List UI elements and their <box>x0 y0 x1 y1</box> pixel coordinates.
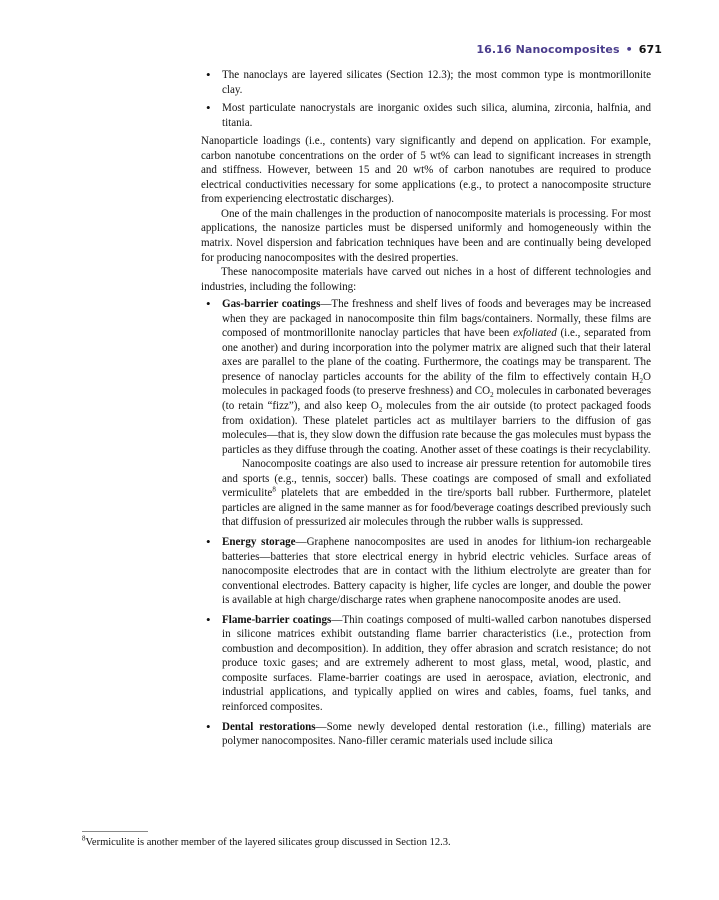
flame-barrier-text: Thin coatings composed of multi-walled carbon nanotubes dispersed in silicone matrices exhibit outstanding flame barrier characteristics (i.e., protection from combustion and decomposition). In addition, they offer abrasion and scratch resistance; do not produce toxic gases; and are extremely adherent to most glass, metal, wood, plastic, and composite surfaces. Flame-barrier coatings are used in aerospace, aviation, electronic, and industrial applications, and typically applied on wires and cables, foams, fuel tanks, and reinforced composites. <box>222 613 651 713</box>
intro-bullet-list <box>201 68 651 130</box>
term-energy-storage: Energy storage <box>222 535 296 548</box>
em-dash: — <box>331 613 343 626</box>
applications-list <box>201 297 651 748</box>
list-item-flame-barrier <box>201 613 651 715</box>
subscript: 2 <box>639 377 644 386</box>
list-item-dental <box>201 720 651 749</box>
term-gas-barrier: Gas-barrier coatings <box>222 298 321 311</box>
term-flame-barrier: Flame-barrier coatings <box>222 613 332 626</box>
footnote-marker: 8 <box>82 834 86 843</box>
header-separator: • <box>625 43 633 56</box>
gas-barrier-text: molecules from the air outside (to protect packaged foods from oxidation). These platelet particles act as multilayer barriers to the diffusion of gas molecules—that is, they slow down the diffusion rate because the gas molecules must bypass the particles as they diffuse through the coating. Another asset of these coatings is their recyclability. <box>222 400 651 456</box>
footnote-text: Vermiculite is another member of the layered silicates group discussed in Section 12.3. <box>85 837 451 848</box>
term-dental-restorations: Dental restorations <box>222 720 316 733</box>
tire-coatings-text: platelets that are embedded in the tire/sports ball rubber. Furthermore, platelet particles are aligned in the same manner as for food/beverage coatings described previously such that diffusion of pressurized air molecules through the rubber walls is suppressed. <box>222 487 651 529</box>
energy-storage-text: Graphene nanocomposites are used in anodes for lithium-ion rechargeable batteries—batteries that store electrical energy in hybrid electric vehicles. Surface areas of nanocomposite electrodes that are in contact with the lithium electrolyte are greater than for conventional electrodes. Battery capacity is higher, life cycles are longer, and double the power is available at high charge/discharge rates when graphene nanocomposite anodes are used. <box>222 535 651 607</box>
footnote-divider <box>82 831 148 832</box>
paragraph-loadings: Nanoparticle loadings (i.e., contents) vary significantly and depend on application. For example, carbon nanotube concentrations on the order of 5 wt% can lead to significant increases in strength and stiffness. However, between 15 and 20 wt% of carbon nanotubes are required to produce electrical conductivities necessary for some applications (e.g., to protect a nanocomposite structure from experiencing electrostatic discharges). <box>201 135 651 206</box>
italic-term: exfoliated <box>513 327 557 340</box>
gas-barrier-text: (i.e., separated from one another) and during incorporation into the polymer matrix are aligned such that their lateral axes are parallel to the plane of the coating. Furthermore, the coatings may be transparent. The presence of nanoclay particles accounts for the ability of the film to effectively contain <box>222 327 652 383</box>
formula-h2o: H <box>631 370 640 383</box>
paragraph-processing: One of the main challenges in the production of nanocomposite materials is processing. For most applications, the nanosize particles must be dispersed uniformly and homogeneously within the matrix. Novel dispersion and fabrication techniques have been and are continually being developed for producing nanocomposites with the desired properties. <box>201 207 651 264</box>
em-dash: — <box>295 535 307 548</box>
running-head <box>476 43 662 56</box>
gas-barrier-text: molecules in carbonated beverages (to retain “fizz”), and also keep O <box>222 385 651 413</box>
list-item-gas-barrier <box>201 297 651 530</box>
list-item: • The nanoclays are layered silicates (Section 12.3); the most common type is montmorillonite clay. <box>201 68 651 97</box>
list-item-energy-storage <box>201 535 651 608</box>
dental-text: Some newly developed dental restoration (i.e., filling) materials are polymer nanocomposites. Nano-filler ceramic materials used include silica <box>222 720 651 748</box>
tire-coatings-text: Nanocomposite coatings are also used to increase air pressure retention for automobile tires and sports (e.g., tennis, soccer) balls. These coatings are composed of small and exfoliated vermiculite <box>222 458 651 500</box>
section-title: 16.16 Nanocomposites <box>476 43 620 56</box>
list-item: • Most particulate nanocrystals are inorganic oxides such silica, alumina, zirconia, halfnia, and titania. <box>201 101 651 130</box>
gas-barrier-text: The freshness and shelf lives of foods and beverages may be increased when they are packaged in nanocomposite thin film bags/containers. Normally, these films are composed of montmorillonite nanoclay particles that have been <box>222 298 652 340</box>
em-dash: — <box>320 298 332 311</box>
subscript: 2 <box>378 406 383 415</box>
page-number: 671 <box>638 43 662 56</box>
footnote-ref[interactable]: 8 <box>272 485 276 494</box>
em-dash: — <box>315 720 327 733</box>
paragraph-applications-intro: These nanocomposite materials have carved out niches in a host of different technologies and industries, including the following: <box>201 266 651 293</box>
page-body <box>201 68 651 754</box>
gas-barrier-text: O molecules in packaged foods (to preserve freshness) and CO <box>222 370 651 398</box>
footnote <box>82 836 642 849</box>
subscript: 2 <box>490 391 494 400</box>
